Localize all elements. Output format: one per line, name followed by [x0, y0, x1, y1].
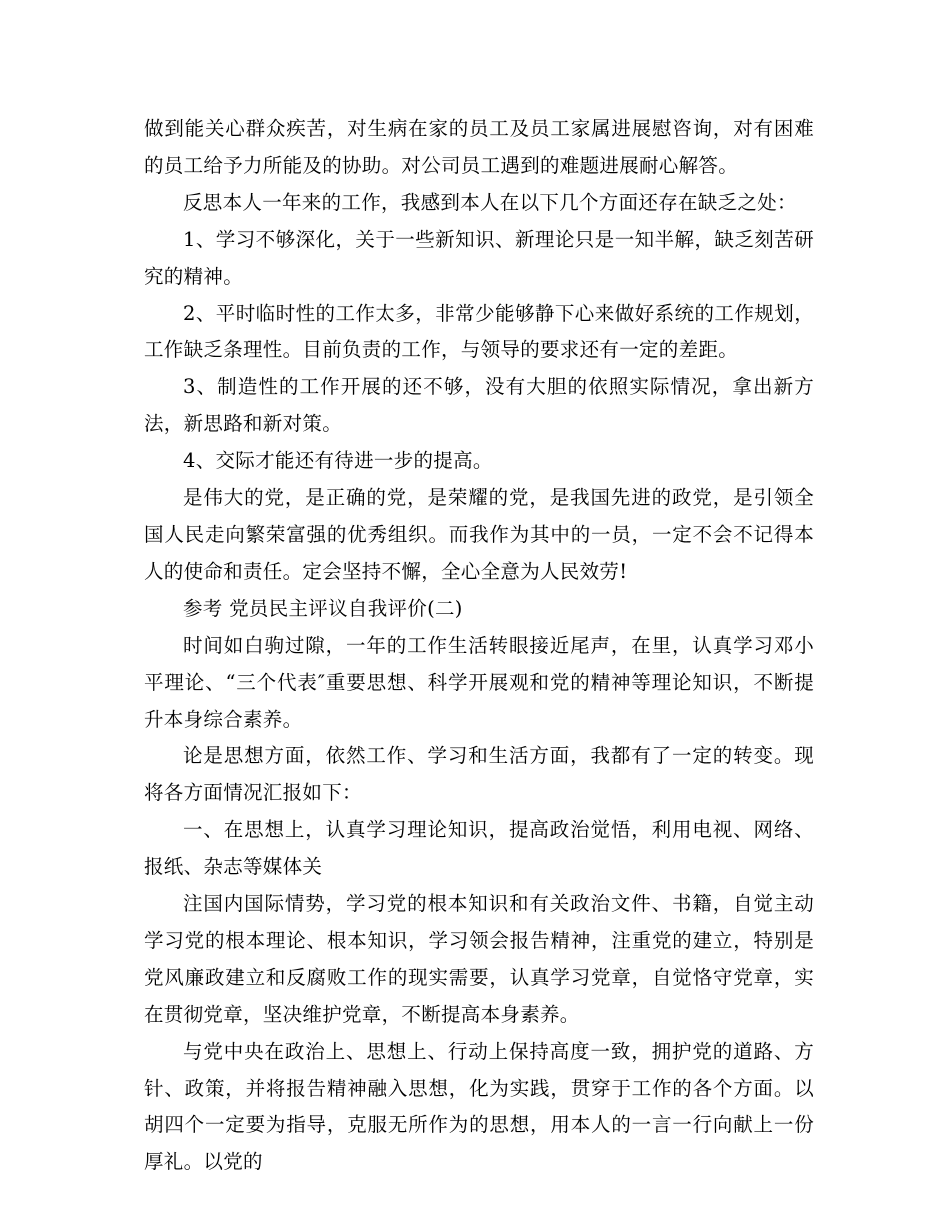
- paragraph-11: 一、在思想上，认真学习理论知识，提高政治觉悟，利用电视、网络、报纸、杂志等媒体关: [144, 818, 814, 879]
- section-heading: 参考 党员民主评议自我评价(二): [183, 596, 463, 620]
- paragraph-5: 3、制造性的工作开展的还不够，没有大胆的依照实际情况，拿出新方法，新思路和新对策。: [144, 375, 814, 436]
- paragraph-1: 做到能关心群众疾苦，对生病在家的员工及员工家属进展慰咨询，对有困难的员工给予力所能及的协助。对公司员工遇到的难题进展耐心解答。: [144, 117, 814, 177]
- paragraph-6: 4、交际才能还有待进一步的提高。: [183, 449, 493, 473]
- paragraph-7: 是伟大的党，是正确的党，是荣耀的党，是我国先进的政党，是引领全国人民走向繁荣富强的优秀组织。而我作为其中的一员，一定不会不记得本人的使命和责任。定会坚持不懈，全心全意为人民效劳!: [144, 486, 814, 583]
- document-body: [144, 111, 814, 1181]
- paragraph-13: 与党中央在政治上、思想上、行动上保持高度一致，拥护党的道路、方针、政策，并将报告精神融入思想，化为实践，贯穿于工作的各个方面。以胡四个一定要为指导，克服无所作为的思想，用本人的一言一行向献上一份厚礼。以党的: [144, 1039, 814, 1174]
- paragraph-3: 1、学习不够深化，关于一些新知识、新理论只是一知半解，缺乏刻苦研究的精神。: [144, 227, 814, 288]
- paragraph-9: 时间如白驹过隙，一年的工作生活转眼接近尾声，在里，认真学习邓小平理论、“三个代表″重要思想、科学开展观和党的精神等理论知识，不断提升本身综合素养。: [144, 633, 814, 731]
- paragraph-4: 2、平时临时性的工作太多，非常少能够静下心来做好系统的工作规划，工作缺乏条理性。目前负责的工作，与领导的要求还有一定的差距。: [144, 301, 814, 362]
- paragraph-10: 论是思想方面，依然工作、学习和生活方面，我都有了一定的转变。现将各方面情况汇报如下：: [144, 744, 814, 805]
- paragraph-2: 反思本人一年来的工作，我感到本人在以下几个方面还存在缺乏之处：: [183, 190, 797, 214]
- paragraph-12: 注国内国际情势，学习党的根本知识和有关政治文件、书籍，自觉主动学习党的根本理论、根本知识，学习领会报告精神，注重党的建立，特别是党风廉政建立和反腐败工作的现实需要，认真学习党章，自觉恪守党章，实在贯彻党章，坚决维护党章，不断提高本身素养。: [144, 892, 814, 1026]
